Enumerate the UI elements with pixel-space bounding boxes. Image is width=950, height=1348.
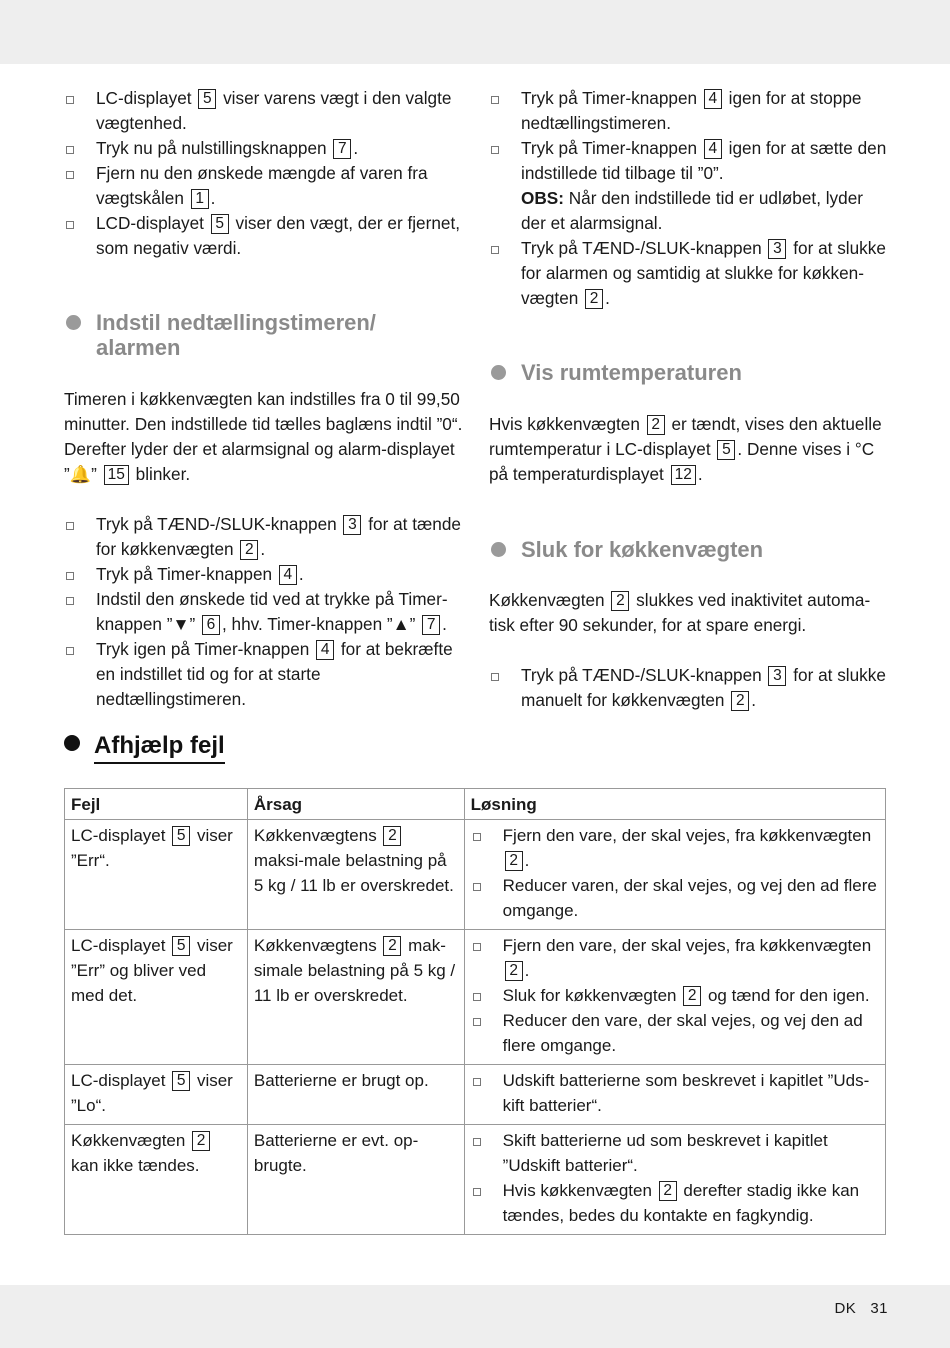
fault-cell xyxy=(65,1125,248,1235)
part-number-ref: 7 xyxy=(333,139,351,159)
part-number-ref: 4 xyxy=(279,565,297,585)
power-off-heading xyxy=(489,537,889,562)
text-run: viser ”Err” og bliver ved med det. xyxy=(71,936,233,1005)
part-number-ref: 4 xyxy=(316,640,334,660)
part-number-ref: 6 xyxy=(202,615,220,635)
text-run: . xyxy=(353,138,359,158)
part-number-ref: 2 xyxy=(683,986,701,1006)
timer-heading xyxy=(64,310,464,360)
text-run: , hhv. Timer-knappen ”▲” xyxy=(221,614,421,634)
text-run: . Denne vises i °C på temperaturdisplayet xyxy=(489,439,875,484)
list-item xyxy=(64,562,464,587)
list-item-text xyxy=(96,163,428,208)
temperature-text xyxy=(489,412,889,487)
list-item xyxy=(64,136,464,161)
page-number: 31 xyxy=(870,1300,888,1317)
text-run: Indstil den ønskede tid ved at trykke på Timer-knappen ”▼” xyxy=(96,589,448,634)
part-number-ref: 3 xyxy=(343,515,361,535)
text-run: Tryk nu på nulstillingsknappen xyxy=(96,138,332,158)
text-run: Udskift batterierne som beskrevet i kapitlet ”Uds-kift batterier“. xyxy=(502,1071,870,1115)
text-run: Batterierne er brugt op. xyxy=(253,1071,429,1090)
text-run: Køkkenvægtens xyxy=(253,826,382,845)
text-run: igen for at sætte den indstillede tid tilbage til ”0”. xyxy=(521,138,887,183)
note-label: OBS: xyxy=(521,188,564,208)
page-footer xyxy=(820,1300,888,1317)
text-run: LC-displayet xyxy=(71,826,171,845)
part-number-ref: 3 xyxy=(768,239,786,259)
part-number-ref: 5 xyxy=(717,440,735,460)
square-bullet-icon xyxy=(473,883,481,891)
part-number-ref: 4 xyxy=(704,89,722,109)
text-run: Tryk på TÆND-/SLUK-knappen xyxy=(96,514,342,534)
text-run: . xyxy=(524,961,530,980)
square-bullet-icon xyxy=(66,572,74,580)
list-item-text xyxy=(503,1181,859,1225)
text-run: Køkkenvægten xyxy=(71,1131,191,1150)
text-run: LC-displayet xyxy=(71,1071,171,1090)
list-item xyxy=(471,1178,879,1228)
language-code: DK xyxy=(834,1300,857,1317)
note xyxy=(521,186,889,236)
part-number-ref: 5 xyxy=(172,826,190,846)
timer-intro xyxy=(64,387,464,487)
square-bullet-icon xyxy=(473,1188,481,1196)
list-item xyxy=(64,512,464,562)
cause-cell xyxy=(247,820,464,930)
list-item-text xyxy=(503,936,872,980)
column-header-cause: Årsag xyxy=(247,789,464,820)
list-item xyxy=(489,86,889,136)
heading-bullet-icon xyxy=(66,315,81,330)
table-body xyxy=(65,820,886,1235)
power-off-text xyxy=(489,588,889,638)
list-item xyxy=(64,587,464,637)
square-bullet-icon xyxy=(66,171,74,179)
text-run: derefter stadig ikke kan tændes, bedes du kontakte en fagkyndig. xyxy=(502,1181,860,1225)
timer-steps-list xyxy=(64,512,464,712)
text-run: Fjern den vare, der skal vejes, fra køkkenvægten xyxy=(502,936,872,955)
list-item xyxy=(489,663,889,713)
solution-cell xyxy=(464,930,885,1065)
solution-cell xyxy=(464,1125,885,1235)
table-row xyxy=(65,930,886,1065)
text-run: for at slukke manuelt for køkkenvægten xyxy=(521,665,886,710)
text-run: viser varens vægt i den valgte vægtenhed. xyxy=(96,88,452,133)
text-run: . xyxy=(442,614,447,634)
fault-cell xyxy=(65,820,248,930)
part-number-ref: 5 xyxy=(198,89,216,109)
text-run: Køkkenvægten xyxy=(489,590,610,610)
square-bullet-icon xyxy=(473,943,481,951)
text-run: Hvis køkkenvægten xyxy=(489,414,645,434)
part-number-ref: 2 xyxy=(647,415,665,435)
troubleshooting-table xyxy=(64,788,886,1235)
list-item-text xyxy=(96,213,460,258)
text-run: Tryk på Timer-knappen xyxy=(96,564,277,584)
temperature-heading xyxy=(489,360,889,385)
text-run: Reducer varen, der skal vejes, og vej den ad flere omgange. xyxy=(502,876,877,920)
text-run: LC-displayet xyxy=(96,88,197,108)
text-run: ” xyxy=(91,464,102,484)
cause-cell xyxy=(247,1125,464,1235)
text-run: . xyxy=(697,464,703,484)
square-bullet-icon xyxy=(491,246,499,254)
part-number-ref: 1 xyxy=(191,189,209,209)
text-run: Hvis køkkenvægten xyxy=(502,1181,657,1200)
list-item xyxy=(64,161,464,211)
text-run: Tryk på TÆND-/SLUK-knappen xyxy=(521,665,767,685)
square-bullet-icon xyxy=(66,146,74,154)
list-item-text xyxy=(503,1011,863,1055)
column-header-solution: Løsning xyxy=(464,789,885,820)
table-row xyxy=(65,1125,886,1235)
heading-bullet-icon xyxy=(64,735,80,751)
text-run: . xyxy=(298,564,304,584)
text-run: og tænd for den igen. xyxy=(703,986,870,1005)
list-item xyxy=(489,236,889,311)
part-number-ref: 3 xyxy=(768,666,786,686)
text-run: Tryk på Timer-knappen xyxy=(521,138,702,158)
list-item-text xyxy=(503,826,872,870)
text-run: blinker. xyxy=(130,464,191,484)
text-run: Reducer den vare, der skal vejes, og vej den ad flere omgange. xyxy=(502,1011,863,1055)
text-run: mak-simale belastning på 5 kg / 11 lb er overskredet. xyxy=(253,936,456,1005)
fault-cell xyxy=(65,1065,248,1125)
part-number-ref: 2 xyxy=(659,1181,677,1201)
square-bullet-icon xyxy=(66,522,74,530)
cause-cell xyxy=(247,1065,464,1125)
text-run: Skift batterierne ud som beskrevet i kapitlet ”Udskift batterier“. xyxy=(502,1131,828,1175)
square-bullet-icon xyxy=(473,1138,481,1146)
table-header-row xyxy=(65,789,886,820)
part-number-ref: 12 xyxy=(671,465,696,485)
list-item-text xyxy=(521,138,886,183)
troubleshooting-heading-text: Afhjælp fejl xyxy=(94,732,225,764)
text-run: . xyxy=(210,188,216,208)
list-item-text xyxy=(503,876,877,920)
square-bullet-icon xyxy=(66,96,74,104)
bottom-margin-band xyxy=(0,1285,950,1348)
left-column xyxy=(64,86,464,712)
list-item xyxy=(471,823,879,873)
right-column xyxy=(489,86,889,713)
text-run: for at tænde for køkkenvægten xyxy=(96,514,461,559)
list-item xyxy=(64,86,464,136)
text-run: . xyxy=(751,690,757,710)
square-bullet-icon xyxy=(66,647,74,655)
text-run: kan ikke tændes. xyxy=(71,1156,200,1175)
list-item-text xyxy=(96,564,304,584)
list-item-text xyxy=(503,1131,828,1175)
text-run: Sluk for køkkenvægten xyxy=(502,986,682,1005)
text-run: igen for at stoppe nedtællingstimeren. xyxy=(521,88,862,133)
list-item xyxy=(471,933,879,983)
text-run: viser ”Lo“. xyxy=(71,1071,233,1115)
part-number-ref: 2 xyxy=(383,826,401,846)
text-run: . xyxy=(260,539,266,559)
weighing-steps-list xyxy=(64,86,464,261)
solution-cell xyxy=(464,820,885,930)
list-item-text xyxy=(521,665,886,710)
text-run: . xyxy=(524,851,530,870)
list-item xyxy=(471,873,879,923)
power-off-heading-text: Sluk for køkkenvægten xyxy=(521,537,764,562)
text-run: Fjern nu den ønskede mængde af varen fra vægtskålen xyxy=(96,163,428,208)
list-item-text xyxy=(521,238,886,308)
part-number-ref: 4 xyxy=(704,139,722,159)
text-run: for at bekræfte en indstillet tid og for at starte nedtællingstimeren. xyxy=(96,639,453,709)
square-bullet-icon xyxy=(491,673,499,681)
part-number-ref: 2 xyxy=(731,691,749,711)
part-number-ref: 5 xyxy=(172,936,190,956)
square-bullet-icon xyxy=(491,96,499,104)
list-item-text xyxy=(96,138,358,158)
alarm-bell-icon: 🔔 xyxy=(69,464,92,484)
text-run: Fjern den vare, der skal vejes, fra køkkenvægten xyxy=(502,826,872,845)
heading-bullet-icon xyxy=(491,542,506,557)
timer-stop-steps-list xyxy=(489,86,889,311)
text-run: slukkes ved inaktivitet automa-tisk efter 90 sekunder, for at spare energi. xyxy=(489,590,871,635)
text-run: Køkkenvægtens xyxy=(253,936,382,955)
square-bullet-icon xyxy=(66,221,74,229)
heading-bullet-icon xyxy=(491,365,506,380)
text-run: LCD-displayet xyxy=(96,213,209,233)
top-margin-band xyxy=(0,0,950,64)
list-item xyxy=(489,136,889,236)
troubleshooting-heading xyxy=(64,732,225,764)
list-item-text xyxy=(503,986,870,1005)
list-item-text xyxy=(96,514,461,559)
list-item xyxy=(64,637,464,712)
square-bullet-icon xyxy=(473,1018,481,1026)
table-row xyxy=(65,1065,886,1125)
note-text: Når den indstillede tid er udløbet, lyder der et alarmsignal. xyxy=(521,188,863,233)
text-run: viser den vægt, der er fjernet, som negativ værdi. xyxy=(96,213,460,258)
fault-cell xyxy=(65,930,248,1065)
part-number-ref: 7 xyxy=(422,615,440,635)
text-run: Tryk på TÆND-/SLUK-knappen xyxy=(521,238,767,258)
list-item xyxy=(471,1068,879,1118)
square-bullet-icon xyxy=(473,993,481,1001)
text-run: LC-displayet xyxy=(71,936,171,955)
power-off-steps-list xyxy=(489,663,889,713)
text-run: . xyxy=(605,288,610,308)
part-number-ref: 5 xyxy=(172,1071,190,1091)
solution-cell xyxy=(464,1065,885,1125)
part-number-ref: 2 xyxy=(505,851,523,871)
list-item-text xyxy=(96,88,451,133)
text-run: er tændt, vises den aktuelle rumtemperatur i LC-displayet xyxy=(489,414,882,459)
text-run: Tryk igen på Timer-knappen xyxy=(96,639,315,659)
list-item-text xyxy=(96,639,453,709)
text-run: Timeren i køkkenvægten kan indstilles fra 0 til 99,50 minutter. Den indstillede tid tælles baglæns indtil ”0“. Derefter lyder der et alarmsignal og alarm-displayet ” xyxy=(64,389,463,484)
table-row xyxy=(65,820,886,930)
part-number-ref: 2 xyxy=(505,961,523,981)
text-run: maksi-male belastning på 5 kg / 11 lb er overskredet. xyxy=(253,851,454,895)
part-number-ref: 15 xyxy=(104,465,129,485)
cause-cell xyxy=(247,930,464,1065)
square-bullet-icon xyxy=(473,833,481,841)
list-item xyxy=(64,211,464,261)
list-item-text xyxy=(521,88,861,133)
part-number-ref: 2 xyxy=(383,936,401,956)
text-run: viser ”Err“. xyxy=(71,826,233,870)
list-item-text xyxy=(503,1071,870,1115)
square-bullet-icon xyxy=(491,146,499,154)
part-number-ref: 5 xyxy=(211,214,229,234)
text-run: Batterierne er evt. op-brugte. xyxy=(253,1131,419,1175)
text-run: for at slukke for alarmen og samtidig at slukke for køkken-vægten xyxy=(521,238,886,308)
part-number-ref: 2 xyxy=(240,540,258,560)
part-number-ref: 2 xyxy=(585,289,603,309)
temperature-heading-text: Vis rumtemperaturen xyxy=(521,360,742,385)
list-item-text xyxy=(96,589,448,634)
square-bullet-icon xyxy=(473,1078,481,1086)
text-run: Tryk på Timer-knappen xyxy=(521,88,702,108)
list-item xyxy=(471,983,879,1008)
square-bullet-icon xyxy=(66,597,74,605)
part-number-ref: 2 xyxy=(611,591,629,611)
timer-heading-text: Indstil nedtællingstimeren/ alarmen xyxy=(96,310,376,360)
list-item xyxy=(471,1008,879,1058)
column-header-fault: Fejl xyxy=(65,789,248,820)
list-item xyxy=(471,1128,879,1178)
part-number-ref: 2 xyxy=(192,1131,210,1151)
